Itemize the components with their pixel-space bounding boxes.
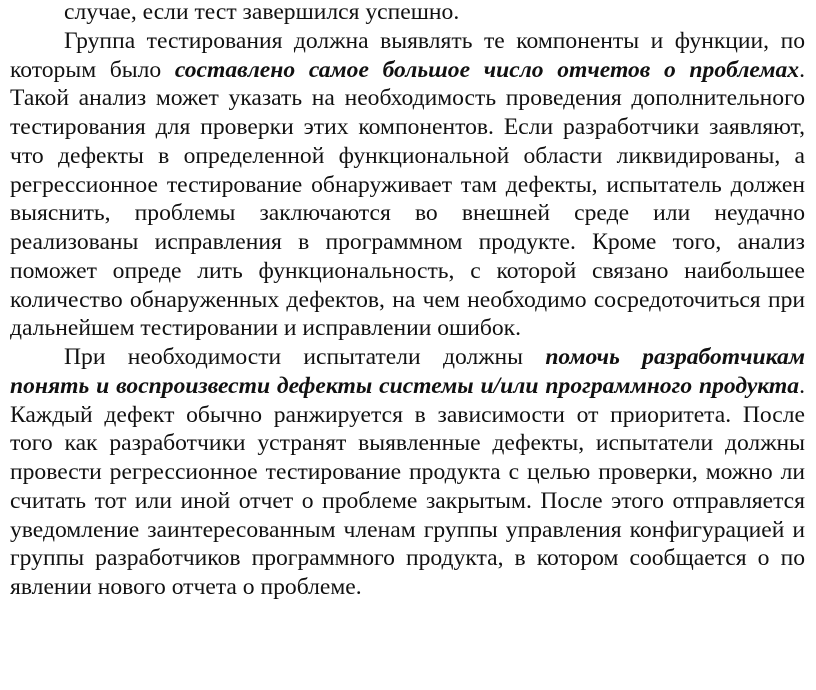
paragraph-3-text-start: При необходимости испытатели должны [64, 344, 546, 370]
document-page [10, 0, 805, 602]
paragraph-3-emphasis: помочь разработчикам понять и воспроизвести дефекты системы и/или программного продукта [10, 344, 805, 399]
paragraph-1 [10, 0, 805, 27]
paragraph-2 [10, 27, 805, 343]
paragraph-2-text-end: . Такой анализ может указать на необходимость проведения дополнительного тестирования для проверки этих компонентов. Если разработчики заявляют, что дефекты в определенной функциональной области ликвидированы, а регрессионное тестирование обнаруживает там дефекты, испытатель должен выяснить, проблемы заключаются во внешней среде или неудачно реализованы исправления в программном продукте. Кроме того, анализ поможет опреде лить функциональность, с которой связано наибольшее количество обнаруженных дефектов, на чем необходимо сосредоточиться при дальнейшем тестировании и исправлении ошибок. [10, 56, 805, 342]
paragraph-3-text-end: . Каждый дефект обычно ранжируется в зависимости от приоритета. После того как разработчики устранят выявленные дефекты, испытатели должны провести регрессионное тестирование продукта с целью проверки, можно ли считать тот или иной отчет о проблеме закрытым. После этого отправляется уведомление заинтересованным членам группы управления конфигурацией и группы разработчиков программного продукта, в котором сообщается о по явлении нового отчета о проблеме. [10, 372, 805, 600]
paragraph-2-emphasis: составлено самое большое число отчетов о проблемах [174, 56, 800, 83]
paragraph-2-text-start: Группа тестирования должна выявлять те компоненты и функции, по которым было [10, 27, 805, 83]
paragraph-1-text: случае, если тест завершился успешно. [64, 0, 460, 25]
paragraph-3 [10, 343, 805, 602]
